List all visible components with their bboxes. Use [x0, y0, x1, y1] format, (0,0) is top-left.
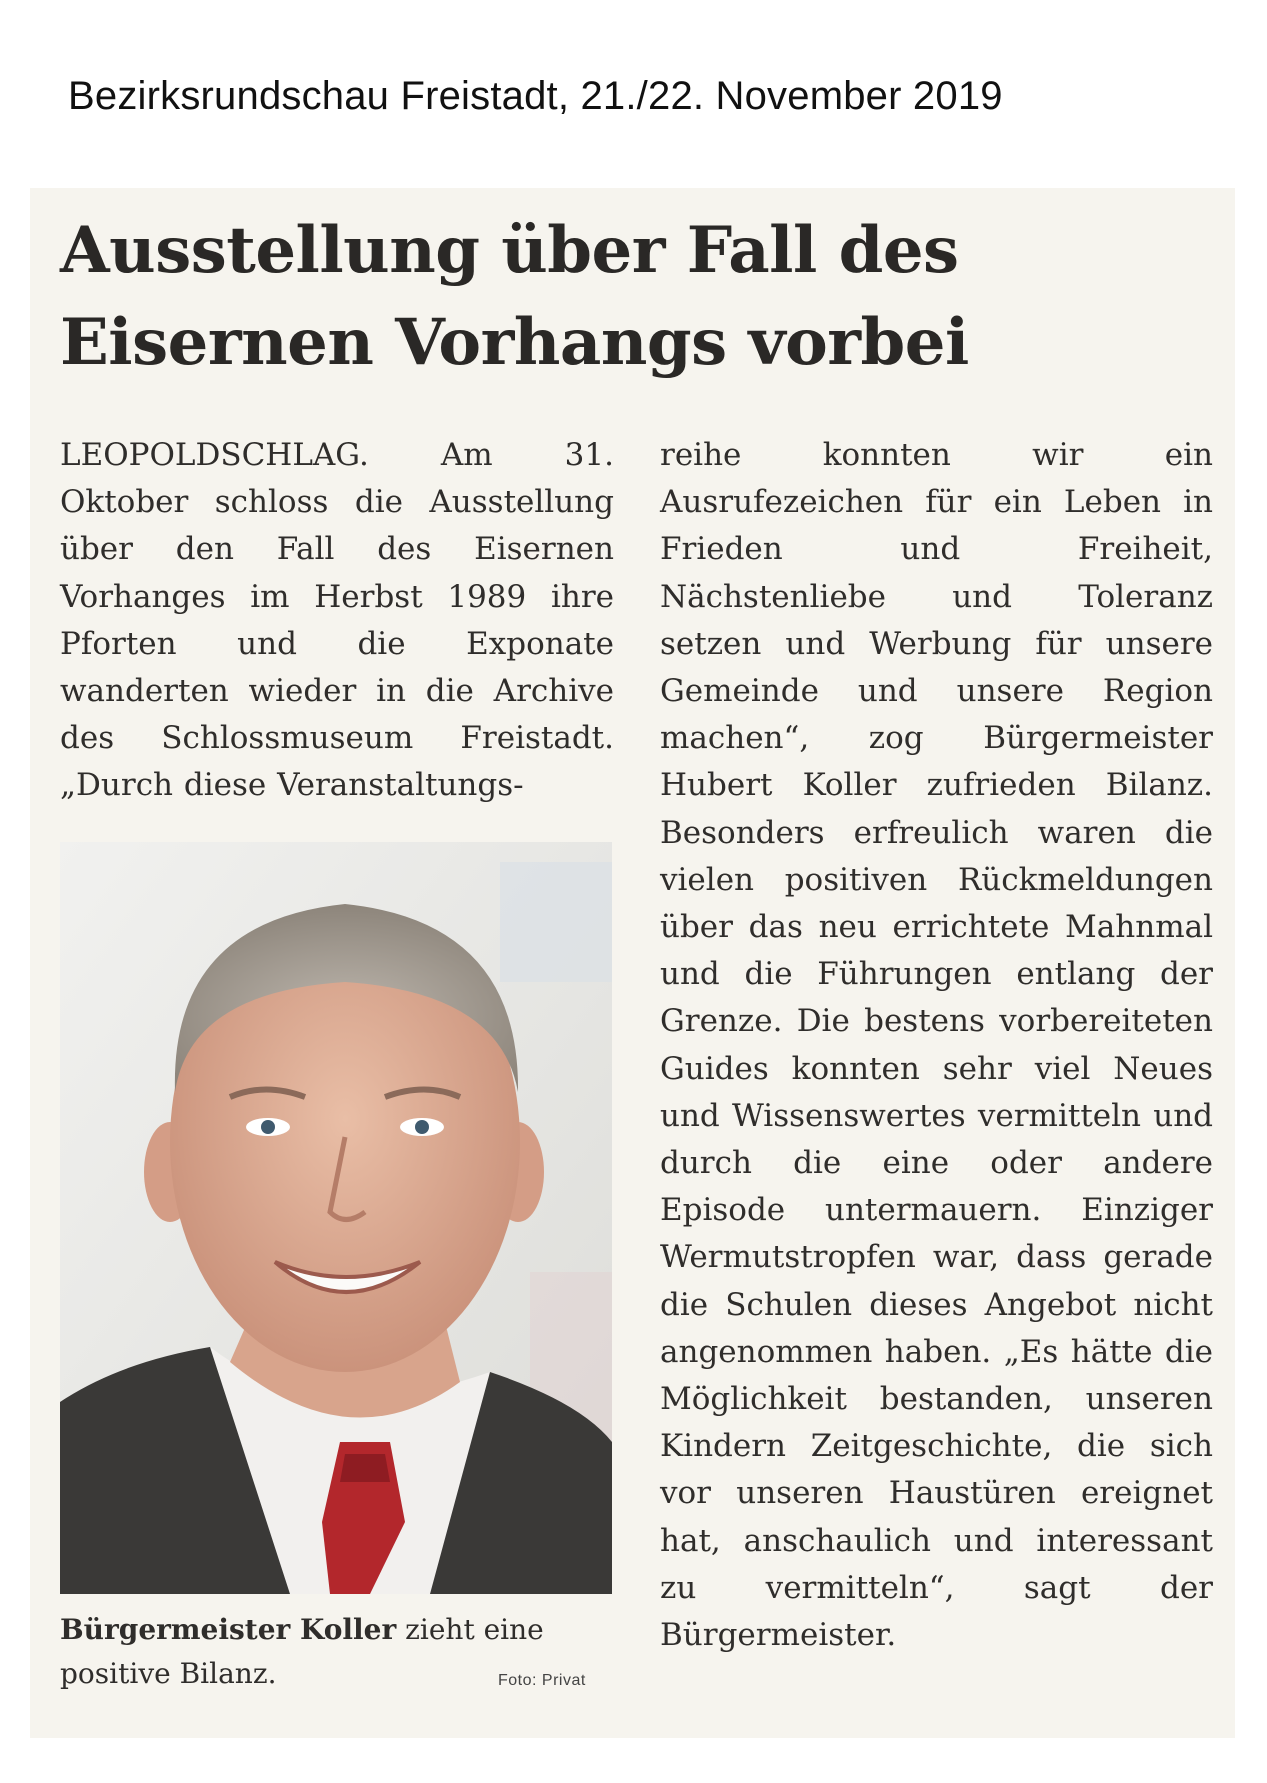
- photo-credit: Foto: Privat: [498, 1672, 586, 1689]
- portrait-illustration: [60, 842, 612, 1594]
- article-column-right: reihe konnten wir ein Ausrufezeichen für ein Leben in Frieden und Freiheit, Nächstenliebe und Toleranz setzen und Werbung für unsere Gemeinde und unsere Region machen“, zog Bürgermeister Hubert Koller zufrieden Bilanz. Besonders erfreulich waren die vielen positiven Rückmeldungen über das neu errichtete Mahnmal und die Führungen entlang der Grenze. Die bestens vorbereiteten Guides konnten sehr viel Neues und Wissenswertes vermitteln und durch die eine oder andere Episode untermauern. Einziger Wermutstropfen war, dass gerade die Schulen dieses Angebot nicht angenommen haben. „Es hätte die Möglichkeit bestanden, unseren Kindern Zeitgeschichte, die sich vor unseren Haustüren ereignet hat, anschaulich und interessant zu vermitteln“, sagt der Bürgermeister.: [660, 437, 1213, 1654]
- portrait-photo: [60, 842, 612, 1594]
- caption-bold: Bürgermeister Koller: [60, 1613, 397, 1646]
- article-column-left: LEOPOLDSCHLAG. Am 31. Oktober schloss die Ausstellung über den Fall des Eisernen Vorhanges im Herbst 1989 ihre Pforten und die Exponate wanderten wieder in die Archive des Schlossmuseum Freistadt. „Durch diese Veranstaltungs-: [60, 437, 614, 804]
- source-line: Bezirksrundschau Freistadt, 21./22. November 2019: [68, 74, 1003, 118]
- article-headline: Ausstellung über Fall des Eisernen Vorhangs vorbei: [60, 213, 969, 380]
- caption-rest: zieht eine positive Bilanz.: [60, 1613, 544, 1690]
